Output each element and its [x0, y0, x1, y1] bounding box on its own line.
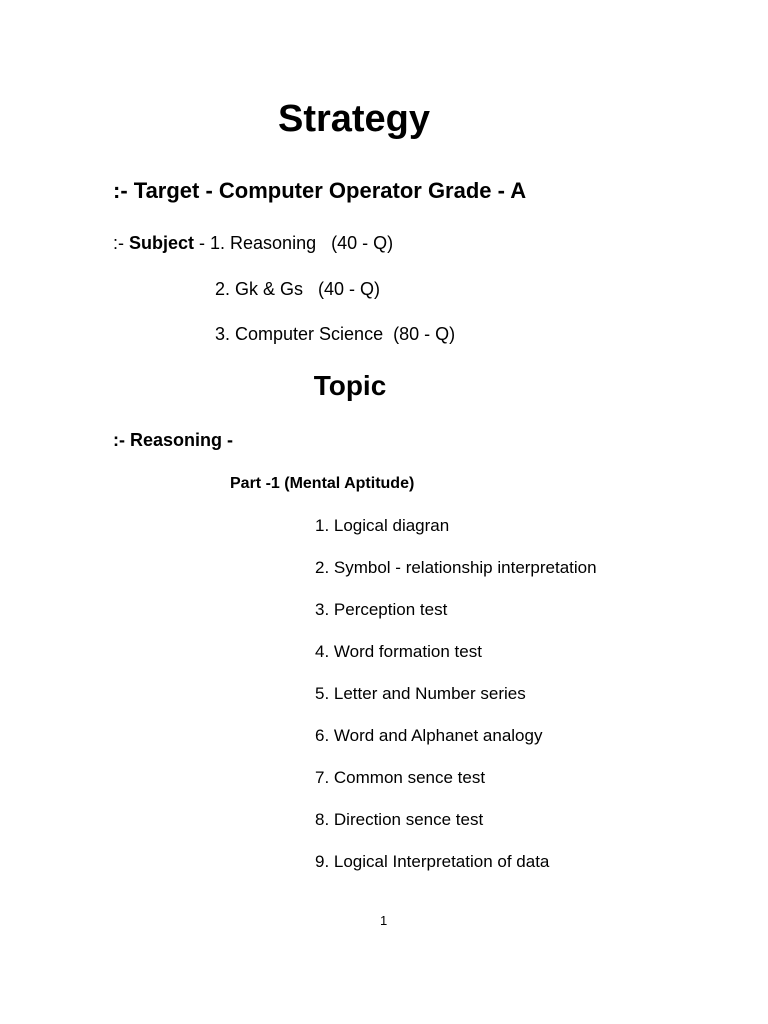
subject-dash: - [194, 233, 211, 253]
page-number: 1 [380, 913, 388, 928]
list-item: 7. Common sence test [315, 768, 486, 787]
subject-item-2: 2. Gk & Gs (40 - Q) [215, 279, 381, 299]
list-item: 5. Letter and Number series [315, 684, 526, 703]
topic-heading: Topic [313, 370, 387, 401]
list-item: 2. Symbol - relationship interpretation [315, 558, 597, 577]
subject-item-1: 1. Reasoning (40 - Q) [210, 233, 394, 253]
part-heading: Part -1 (Mental Aptitude) [230, 475, 415, 492]
list-item: 8. Direction sence test [315, 810, 484, 829]
list-item: 3. Perception test [315, 600, 448, 619]
subject-item-3: 3. Computer Science (80 - Q) [215, 324, 456, 344]
target-heading: :- Target - Computer Operator Grade - A [113, 178, 527, 203]
list-item: 4. Word formation test [315, 642, 482, 661]
section-heading-reasoning: :- Reasoning - [113, 430, 233, 450]
subject-line [113, 233, 393, 254]
subject-prefix: :- [113, 233, 129, 253]
subject-label: Subject [129, 233, 195, 253]
list-item: 9. Logical Interpretation of data [315, 852, 550, 871]
list-item: 6. Word and Alphanet analogy [315, 726, 543, 745]
topic-list [315, 515, 597, 893]
list-item: 1. Logical diagran [315, 516, 450, 535]
page-title: Strategy [277, 98, 431, 140]
